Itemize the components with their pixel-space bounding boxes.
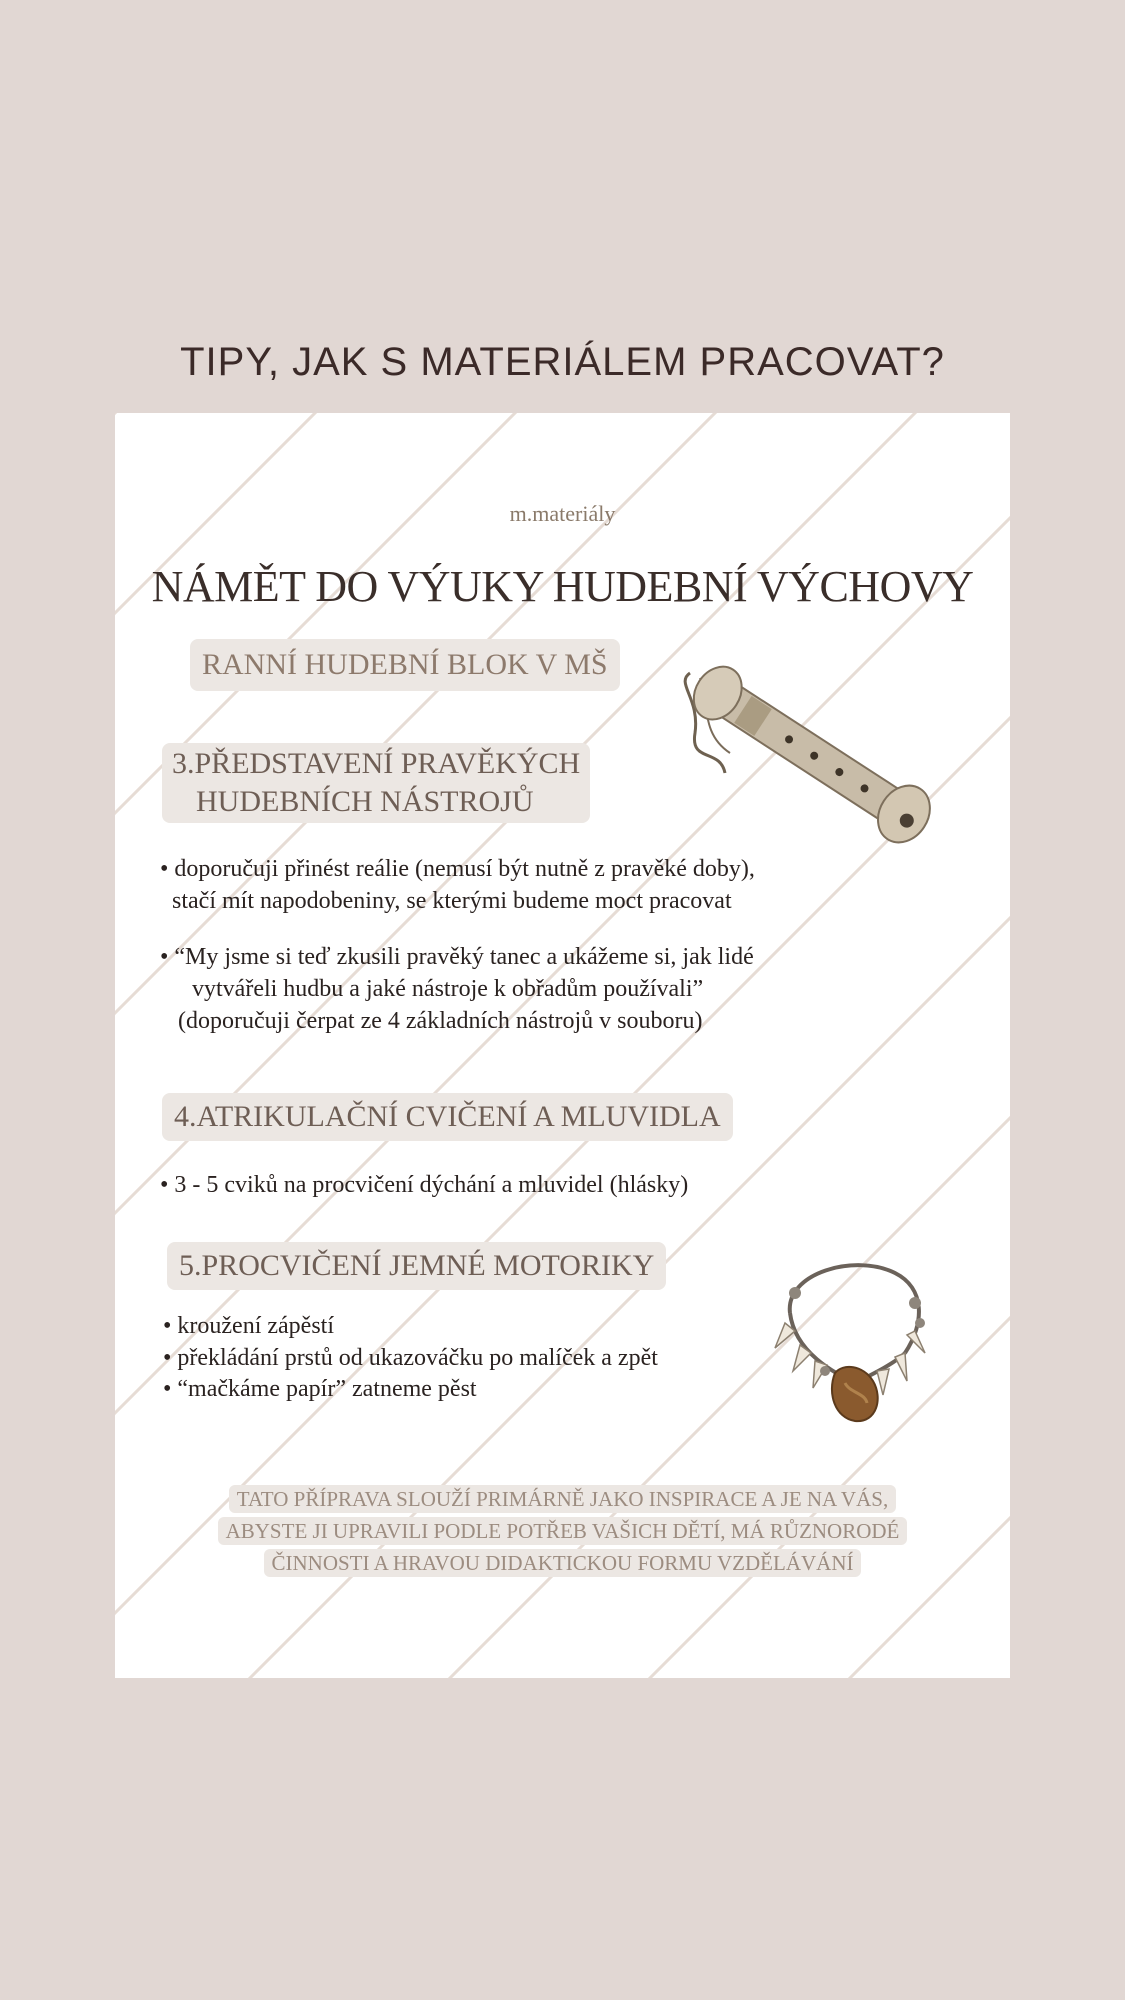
section-3-bullet-1-line1: • doporučuji přinést reálie (nemusí být nutně z pravěké doby), (160, 856, 755, 882)
tooth-necklace-icon (755, 1253, 955, 1443)
section-3-bullet-2-line2: vytvářeli hudbu a jaké nástroje k obřadům používali” (192, 976, 704, 1002)
section-5-heading: 5.PROCVIČENÍ JEMNÉ MOTORIKY (167, 1242, 666, 1290)
section-3-heading-line2: HUDEBNÍCH NÁSTROJŮ (196, 785, 534, 818)
section-4-bullet-1: • 3 - 5 cviků na procvičení dýchání a mluvidel (hlásky) (160, 1172, 689, 1198)
section-3-bullet-1 (160, 853, 755, 917)
section-5-item: • “mačkáme papír” zatneme pěst (163, 1376, 477, 1402)
section-3-bullet-2-line1: • “My jsme si teď zkusili pravěký tanec a ukážeme si, jak lidé (160, 944, 754, 970)
card-subtitle: RANNÍ HUDEBNÍ BLOK V MŠ (190, 639, 620, 691)
section-3-bullet-2 (160, 941, 754, 1037)
page-title: TIPY, JAK S MATERIÁLEM PRACOVAT? (180, 340, 945, 384)
bone-flute-icon (670, 653, 950, 853)
footer-disclaimer-line3: ČINNOSTI A HRAVOU DIDAKTICKOU FORMU VZDĚLÁVÁNÍ (264, 1549, 862, 1577)
section-3-heading-line1: 3.PŘEDSTAVENÍ PRAVĚKÝCH (172, 747, 581, 780)
brand-name: m.materiály (509, 501, 616, 526)
section-3-bullet-2-line3: (doporučuji čerpat ze 4 základních nástrojů v souboru) (178, 1008, 703, 1034)
section-5-item: • překládání prstů od ukazováčku po malíček a zpět (163, 1345, 658, 1371)
section-5-item: • kroužení zápěstí (163, 1313, 334, 1339)
section-3-heading (162, 743, 590, 823)
material-card (115, 413, 1010, 1678)
footer-disclaimer-line1: TATO PŘÍPRAVA SLOUŽÍ PRIMÁRNĚ JAKO INSPIRACE A JE NA VÁS, (229, 1485, 896, 1513)
card-title: NÁMĚT DO VÝUKY HUDEBNÍ VÝCHOVY (151, 562, 974, 611)
section-4-heading: 4.ATRIKULAČNÍ CVIČENÍ A MLUVIDLA (162, 1093, 733, 1141)
section-3-bullet-1-line2: stačí mít napodobeniny, se kterými budeme moct pracovat (172, 888, 732, 914)
footer-disclaimer-line2: ABYSTE JI UPRAVILI PODLE POTŘEB VAŠICH DĚTÍ, MÁ RŮZNORODÉ (218, 1517, 908, 1545)
footer-disclaimer (215, 1483, 910, 1579)
